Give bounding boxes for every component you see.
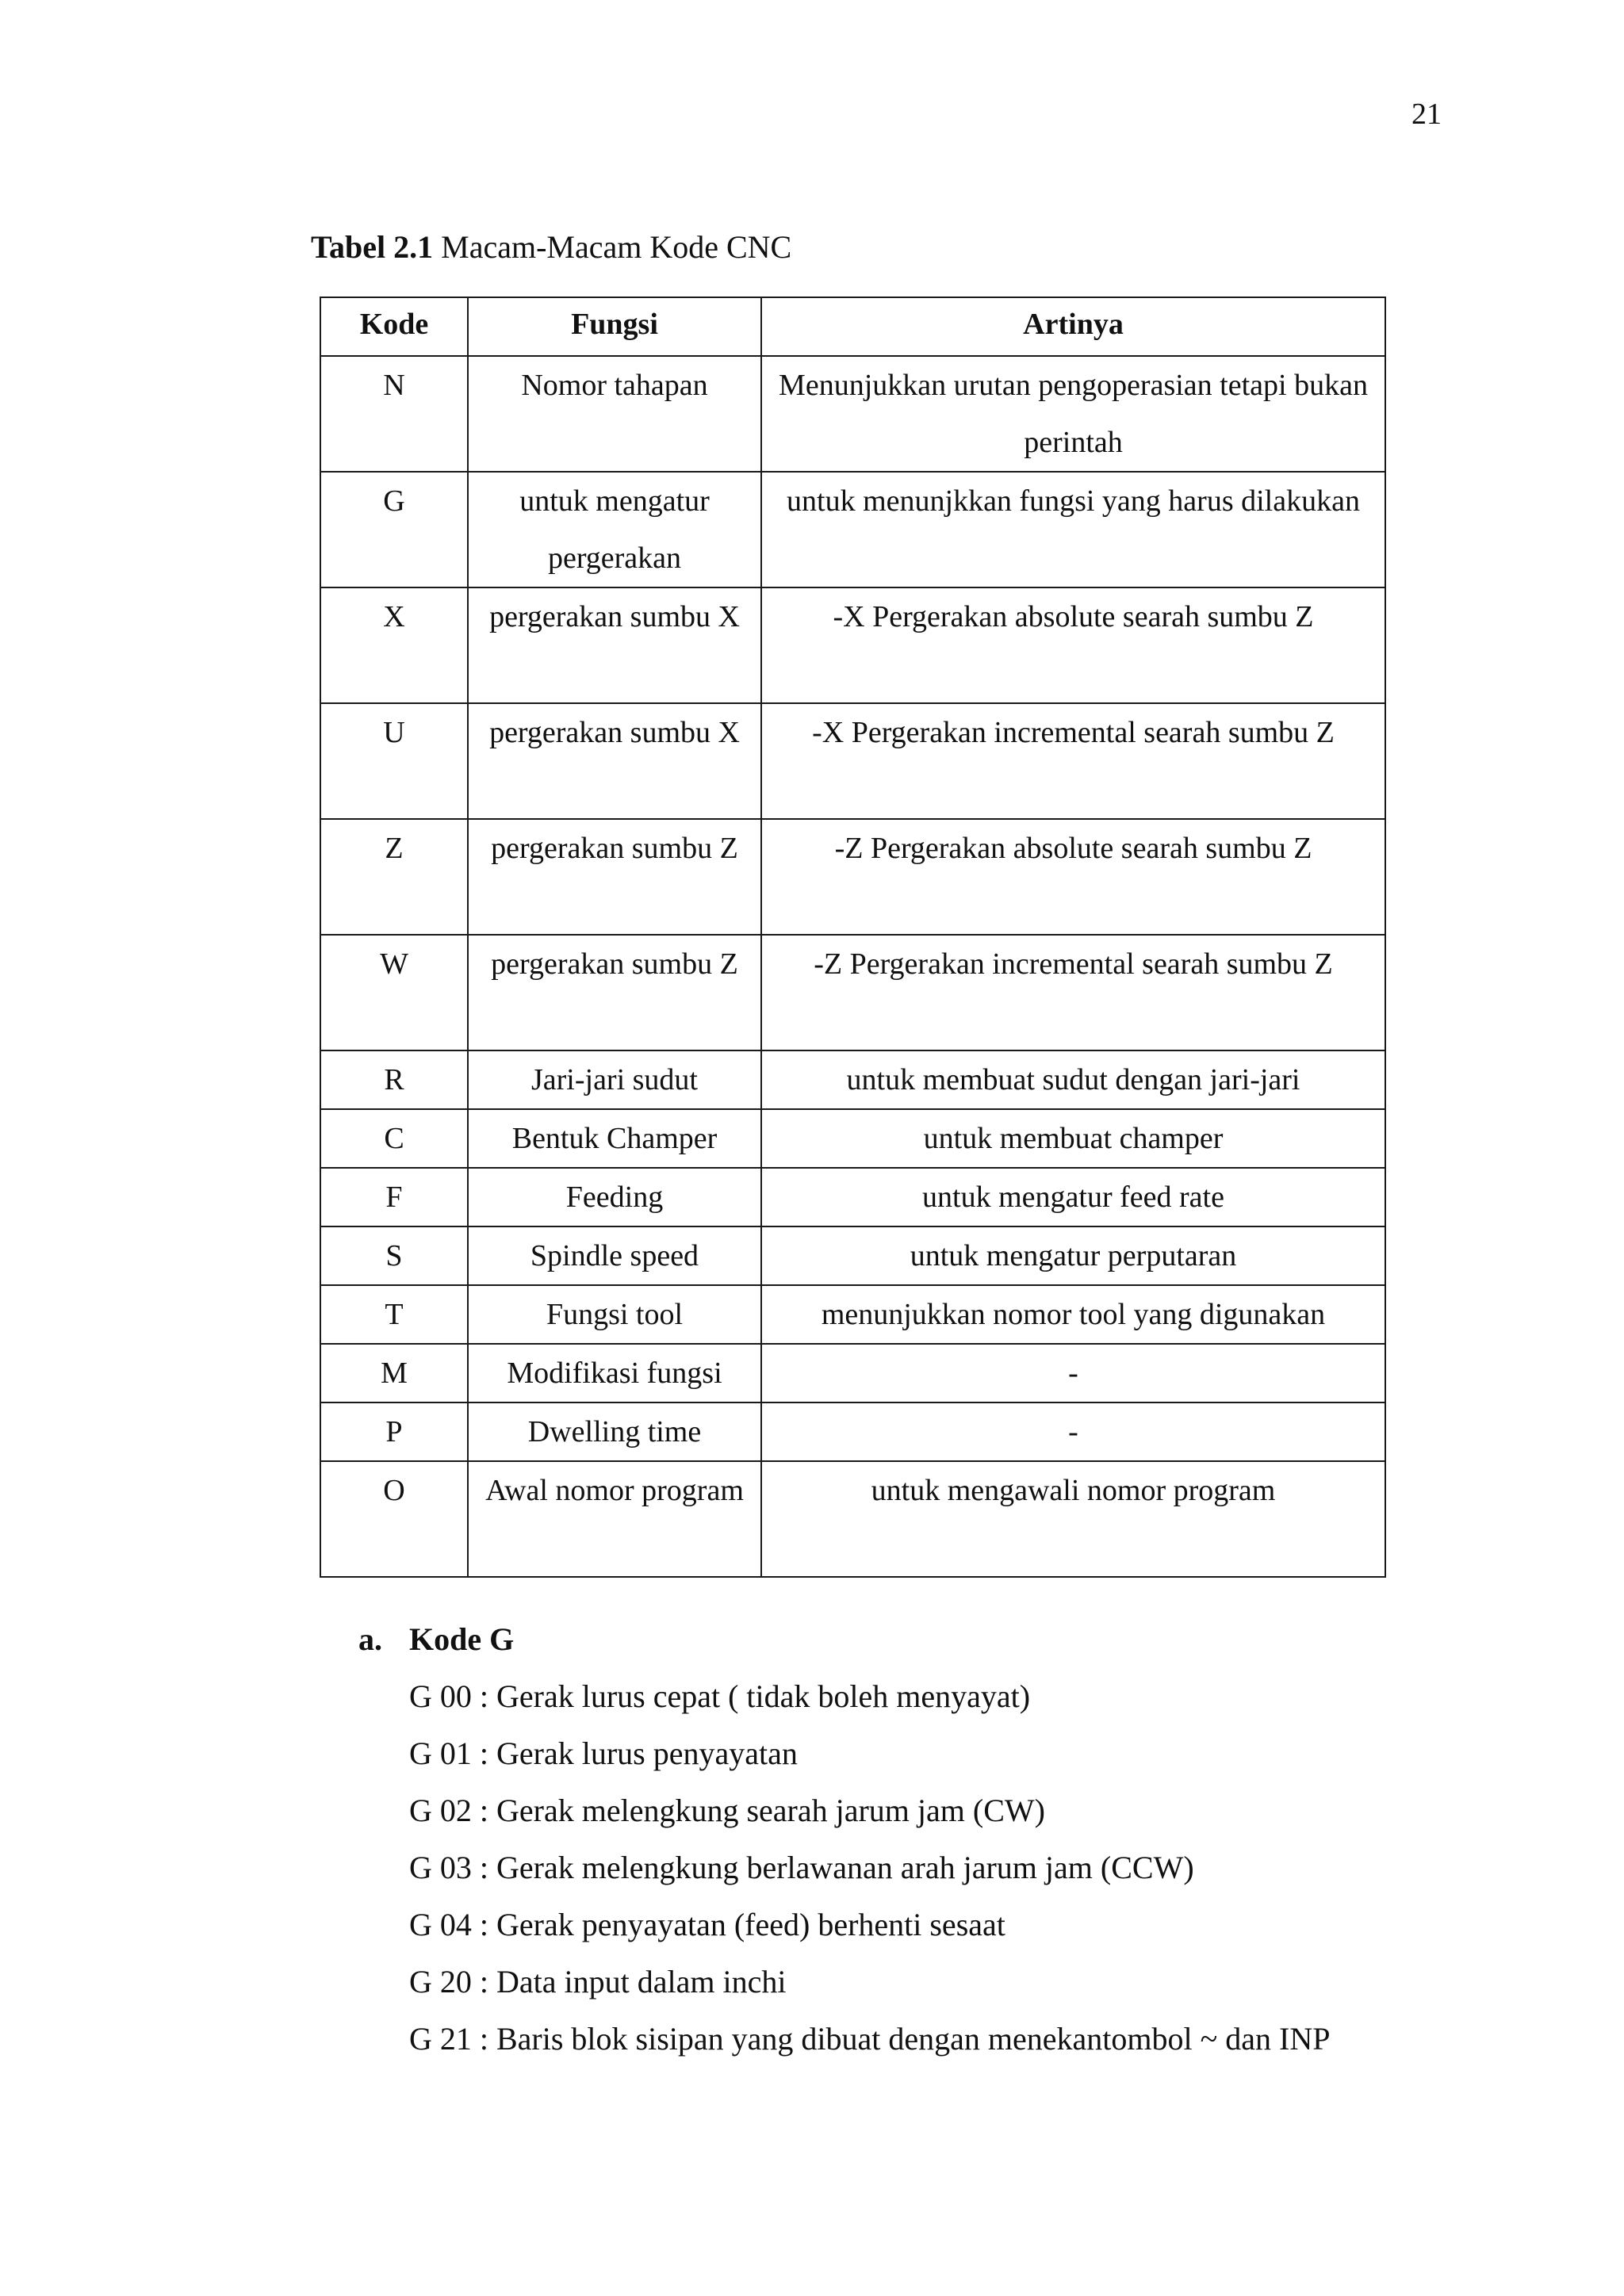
table-row — [320, 1285, 1385, 1344]
section-marker: a. — [358, 1621, 382, 1657]
cell-kode: T — [320, 1285, 468, 1344]
cell-kode: W — [320, 935, 468, 1050]
cell-fungsi: Modifikasi fungsi — [468, 1344, 761, 1402]
cell-kode: Z — [320, 819, 468, 935]
cell-fungsi: untuk mengatur pergerakan — [468, 472, 761, 587]
page-number: 21 — [1411, 98, 1442, 131]
cell-fungsi: Jari-jari sudut — [468, 1050, 761, 1109]
cell-fungsi: Nomor tahapan — [468, 356, 761, 472]
cell-kode: G — [320, 472, 468, 587]
section-kode-g — [358, 1611, 1421, 2068]
cell-kode: O — [320, 1461, 468, 1577]
table-header-row — [320, 297, 1385, 356]
cell-kode: P — [320, 1402, 468, 1461]
cell-artinya: untuk membuat champer — [761, 1109, 1385, 1168]
g-code-item: G 03 : Gerak melengkung berlawanan arah jarum jam (CCW) — [409, 1850, 1194, 1885]
cell-artinya: Menunjukkan urutan pengoperasian tetapi bukan perintah — [761, 356, 1385, 472]
cell-fungsi: pergerakan sumbu X — [468, 587, 761, 703]
cell-artinya: - — [761, 1344, 1385, 1402]
cell-artinya: untuk mengatur feed rate — [761, 1168, 1385, 1226]
g-code-item: G 01 : Gerak lurus penyayatan — [409, 1735, 798, 1771]
header-artinya: Artinya — [761, 297, 1385, 356]
table-row — [320, 935, 1385, 1050]
cell-artinya: menunjukkan nomor tool yang digunakan — [761, 1285, 1385, 1344]
cell-kode: X — [320, 587, 468, 703]
cell-fungsi: pergerakan sumbu Z — [468, 819, 761, 935]
cell-kode: R — [320, 1050, 468, 1109]
cell-artinya: -Z Pergerakan absolute searah sumbu Z — [761, 819, 1385, 935]
g-code-item: G 02 : Gerak melengkung searah jarum jam (CW) — [409, 1793, 1045, 1828]
g-code-item: G 04 : Gerak penyayatan (feed) berhenti sesaat — [409, 1907, 1005, 1942]
header-fungsi: Fungsi — [468, 297, 761, 356]
cell-kode: C — [320, 1109, 468, 1168]
cnc-code-table — [320, 297, 1386, 1578]
cell-fungsi: pergerakan sumbu Z — [468, 935, 761, 1050]
cell-kode: M — [320, 1344, 468, 1402]
g-code-item: G 21 : Baris blok sisipan yang dibuat dengan menekantombol ~ dan INP — [409, 2021, 1331, 2057]
cell-artinya: untuk mengatur perputaran — [761, 1226, 1385, 1285]
table-caption-label: Tabel 2.1 — [311, 229, 434, 265]
table-row — [320, 819, 1385, 935]
cell-fungsi: Dwelling time — [468, 1402, 761, 1461]
cell-kode: F — [320, 1168, 468, 1226]
cell-artinya: untuk mengawali nomor program — [761, 1461, 1385, 1577]
table-body — [320, 356, 1385, 1577]
cell-artinya: -X Pergerakan absolute searah sumbu Z — [761, 587, 1385, 703]
table-caption-text: Macam-Macam Kode CNC — [433, 229, 792, 265]
table-row — [320, 1344, 1385, 1402]
header-kode: Kode — [320, 297, 468, 356]
table-row — [320, 1402, 1385, 1461]
section-title — [358, 1611, 1421, 1668]
table-row — [320, 472, 1385, 587]
table-row — [320, 1109, 1385, 1168]
cell-artinya: untuk menunjkkan fungsi yang harus dilakukan — [761, 472, 1385, 587]
cnc-code-table-container — [320, 297, 1385, 1578]
table-row — [320, 1461, 1385, 1577]
cell-fungsi: pergerakan sumbu X — [468, 703, 761, 819]
cell-artinya: - — [761, 1402, 1385, 1461]
cell-fungsi: Awal nomor program — [468, 1461, 761, 1577]
cell-artinya: -X Pergerakan incremental searah sumbu Z — [761, 703, 1385, 819]
cell-fungsi: Bentuk Champer — [468, 1109, 761, 1168]
cell-fungsi: Feeding — [468, 1168, 761, 1226]
g-code-item: G 00 : Gerak lurus cepat ( tidak boleh menyayat) — [409, 1678, 1031, 1714]
table-caption — [311, 228, 791, 266]
cell-fungsi: Fungsi tool — [468, 1285, 761, 1344]
g-code-list — [358, 1668, 1421, 2068]
table-row — [320, 356, 1385, 472]
cell-fungsi: Spindle speed — [468, 1226, 761, 1285]
cell-kode: U — [320, 703, 468, 819]
table-row — [320, 587, 1385, 703]
table-row — [320, 1050, 1385, 1109]
table-row — [320, 703, 1385, 819]
section-title-text: Kode G — [409, 1621, 515, 1657]
table-row — [320, 1226, 1385, 1285]
cell-kode: S — [320, 1226, 468, 1285]
cell-artinya: -Z Pergerakan incremental searah sumbu Z — [761, 935, 1385, 1050]
cell-kode: N — [320, 356, 468, 472]
g-code-item: G 20 : Data input dalam inchi — [409, 1964, 787, 1999]
table-row — [320, 1168, 1385, 1226]
cell-artinya: untuk membuat sudut dengan jari-jari — [761, 1050, 1385, 1109]
